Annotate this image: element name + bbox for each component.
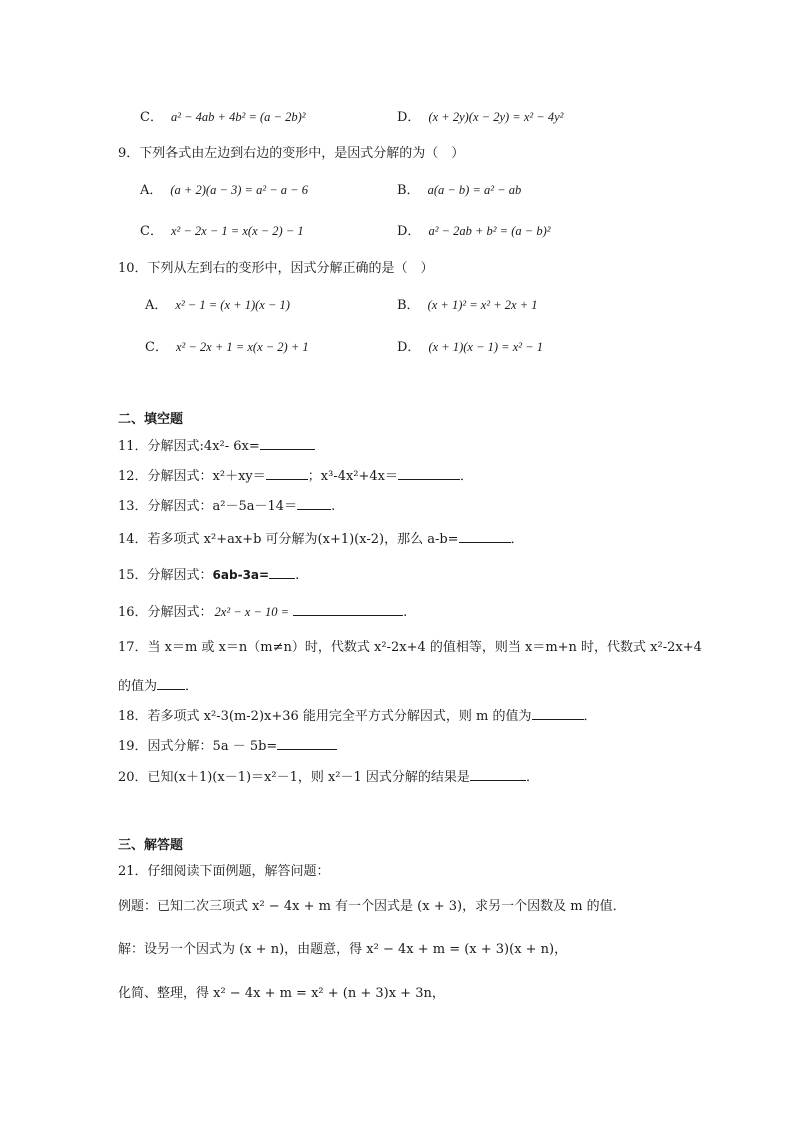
q15-expression: 6ab-3a= [212,568,270,582]
answer-blank[interactable] [398,467,460,480]
option-label: C． [140,110,163,125]
q18-text: 18．若多项式 x²-3(m-2)x+36 能用完全平方式分解因式，则 m 的值为 [118,709,532,724]
option-label: A． [145,298,168,313]
option-label: D． [397,340,421,355]
option-label: B． [397,183,420,198]
q10-stem: 10．下列从左到右的变形中，因式分解正确的是（ ） [118,261,434,276]
q13 [118,497,335,516]
q11-text: 11．分解因式:4x²- 6x= [118,439,260,454]
option-formula: (x + 1)² = x² + 2x + 1 [427,298,538,312]
q16-formula: 2x² − x − 10 = [214,605,290,619]
option-formula: x² − 1 = (x + 1)(x − 1) [175,298,290,312]
option-label: A． [140,183,163,198]
q15 [118,566,299,585]
option-formula: a² − 4ab + 4b² = (a − 2b)² [170,110,306,124]
q11 [118,437,315,456]
q17-end: ． [185,679,199,694]
answer-blank[interactable] [459,530,511,543]
option-formula: (x + 2y)(x − 2y) = x² − 4y² [428,110,564,124]
q8-option-d[interactable] [397,108,563,127]
q21-example: 例题：已知二次三项式 x² − 4x + m 有一个因式是 (x + 3)，求另一个因数及 m 的值． [118,899,626,914]
answer-blank[interactable] [277,737,337,750]
answer-blank[interactable] [297,497,331,510]
q17-line2 [118,677,198,696]
q13-end: . [331,499,336,514]
option-formula: (x + 1)(x − 1) = x² − 1 [428,340,543,354]
q21-stem: 21．仔细阅读下面例题，解答问题： [118,864,330,879]
q18 [118,707,597,726]
option-label: C． [145,340,168,355]
q19-text: 19．因式分解：5a － 5b= [118,739,278,754]
q21-solution: 解：设另一个因式为 (x + n)，由题意，得 x² − 4x + m = (x + 3)(x + n)， [118,942,568,957]
q14-text: 14．若多项式 x²+ax+b 可分解为(x+1)(x-2)，那么 a-b= [118,532,459,547]
option-formula: x² − 2x + 1 = x(x − 2) + 1 [175,340,309,354]
option-formula: (a + 2)(a − 3) = a² − a − 6 [170,183,308,197]
q15-text: 15．分解因式： [118,568,213,583]
q9-option-d[interactable] [397,222,551,241]
q13-text: 13．分解因式：a²－5a－14＝ [118,499,298,514]
q12-text-a: 12．分解因式：x²＋xy＝ [118,469,266,484]
q12-text-b: ；x³-4x²+4x＝ [307,469,399,484]
q16 [118,603,407,622]
option-label: B． [397,298,420,313]
answer-blank[interactable] [157,677,185,690]
option-label: D． [397,224,421,239]
answer-blank[interactable] [293,603,403,616]
option-formula: a² − 2ab + b² = (a − b)² [428,224,551,238]
option-formula: a(a − b) = a² − ab [427,183,522,197]
q19 [118,737,337,756]
q14-end: ． [510,532,524,547]
q21-simplify: 化简、整理，得 x² − 4x + m = x² + (n + 3)x + 3n， [118,986,445,1001]
q9-option-a[interactable] [140,181,308,200]
answer-blank[interactable] [532,707,584,720]
q10-option-b[interactable] [397,296,538,315]
answer-blank[interactable] [266,467,308,480]
q12-end: ． [460,469,474,484]
answer-blank[interactable] [269,566,295,579]
option-formula: x² − 2x − 1 = x(x − 2) − 1 [170,224,304,238]
q9-stem: 9．下列各式由左边到右边的变形中，是因式分解的为（ ） [118,146,465,161]
section-heading-solve: 三、解答题 [118,838,184,853]
q9-option-c[interactable] [140,222,304,241]
option-label: D． [397,110,421,125]
section-heading-fill-in: 二、填空题 [118,412,184,427]
q10-option-c[interactable] [145,338,309,357]
q17-line1: 17．当 x＝m 或 x＝n（m≠n）时，代数式 x²-2x+4 的值相等，则当 x＝m+n 时，代数式 x²-2x+4 [118,640,702,655]
q10-option-d[interactable] [397,338,543,357]
q12 [118,467,473,486]
q16-text: 16．分解因式： [118,605,213,620]
answer-blank[interactable] [260,437,315,450]
q20-text: 20．已知(x＋1)(x－1)＝x²－1，则 x²－1 因式分解的结果是 [118,770,470,785]
option-label: C． [140,224,163,239]
q18-end: ． [583,709,597,724]
q16-end: . [403,605,408,620]
answer-blank[interactable] [470,768,526,781]
q9-option-b[interactable] [397,181,521,200]
q8-option-c[interactable] [140,108,306,127]
q10-option-a[interactable] [145,296,290,315]
q15-end: . [295,568,300,583]
q20 [118,768,539,787]
q17-text: 的值为 [118,679,158,694]
q20-end: ． [525,770,539,785]
q14 [118,530,524,549]
